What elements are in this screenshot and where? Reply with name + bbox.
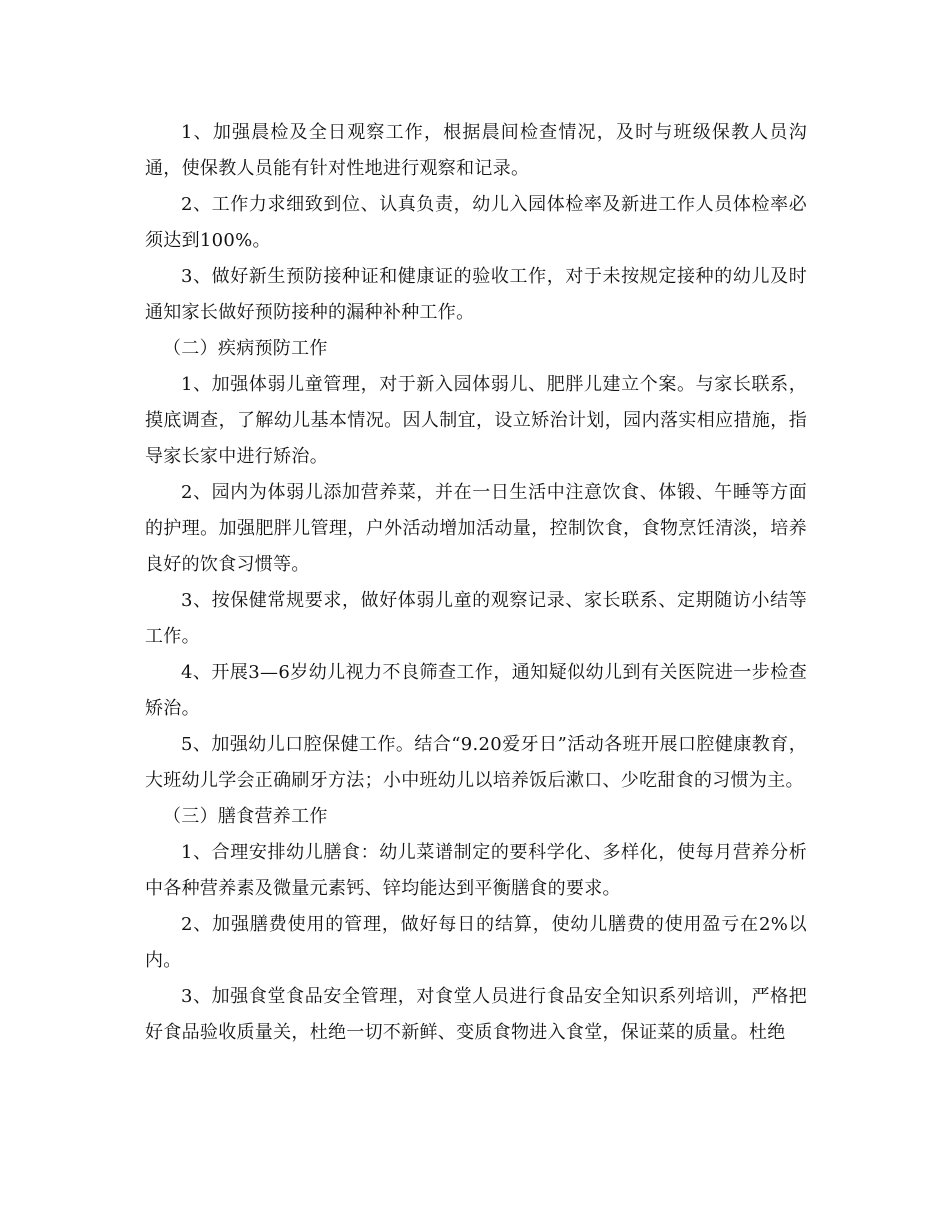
section-heading-disease-prevention: （二）疾病预防工作 bbox=[163, 338, 328, 359]
document-body bbox=[145, 115, 807, 1051]
section-heading-meal-nutrition: （三）膳食营养工作 bbox=[163, 806, 328, 827]
paragraph-oral-health: 5、加强幼儿口腔保健工作。结合“9.20爱牙日”活动各班开展口腔健康教育，大班幼儿学会正确刷牙方法；小中班幼儿以培养饭后漱口、少吃甜食的习惯为主。 bbox=[145, 734, 807, 791]
paragraph-observation-records: 3、按保健常规要求，做好体弱儿童的观察记录、家长联系、定期随访小结等工作。 bbox=[145, 590, 807, 647]
paragraph-vision-screening: 4、开展3—6岁幼儿视力不良筛查工作，通知疑似幼儿到有关医院进一步检查矫治。 bbox=[145, 662, 807, 719]
paragraph-vaccination-check: 3、做好新生预防接种证和健康证的验收工作，对于未按规定接种的幼儿及时通知家长做好预防接种的漏种补种工作。 bbox=[145, 266, 807, 323]
paragraph-physical-exam-rate: 2、工作力求细致到位、认真负责，幼儿入园体检率及新进工作人员体检率必须达到100%。 bbox=[145, 194, 807, 251]
paragraph-meal-planning: 1、合理安排幼儿膳食：幼儿菜谱制定的要科学化、多样化，使每月营养分析中各种营养素及微量元素钙、锌均能达到平衡膳食的要求。 bbox=[145, 842, 807, 899]
paragraph-morning-check: 1、加强晨检及全日观察工作，根据晨间检查情况，及时与班级保教人员沟通，使保教人员能有针对性地进行观察和记录。 bbox=[145, 122, 807, 179]
paragraph-meal-budget: 2、加强膳费使用的管理，做好每日的结算，使幼儿膳费的使用盈亏在2%以内。 bbox=[145, 914, 807, 971]
paragraph-weak-children-management: 1、加强体弱儿童管理，对于新入园体弱儿、肥胖儿建立个案。与家长联系，摸底调查，了解幼儿基本情况。因人制宜，设立矫治计划，园内落实相应措施，指导家长家中进行矫治。 bbox=[145, 374, 807, 467]
paragraph-food-safety: 3、加强食堂食品安全管理，对食堂人员进行食品安全知识系列培训，严格把好食品验收质量关，杜绝一切不新鲜、变质食物进入食堂，保证菜的质量。杜绝 bbox=[145, 986, 807, 1043]
paragraph-nutrition-care: 2、园内为体弱儿添加营养菜，并在一日生活中注意饮食、体锻、午睡等方面的护理。加强肥胖儿管理，户外活动增加活动量，控制饮食，食物烹饪清淡，培养良好的饮食习惯等。 bbox=[145, 482, 807, 575]
